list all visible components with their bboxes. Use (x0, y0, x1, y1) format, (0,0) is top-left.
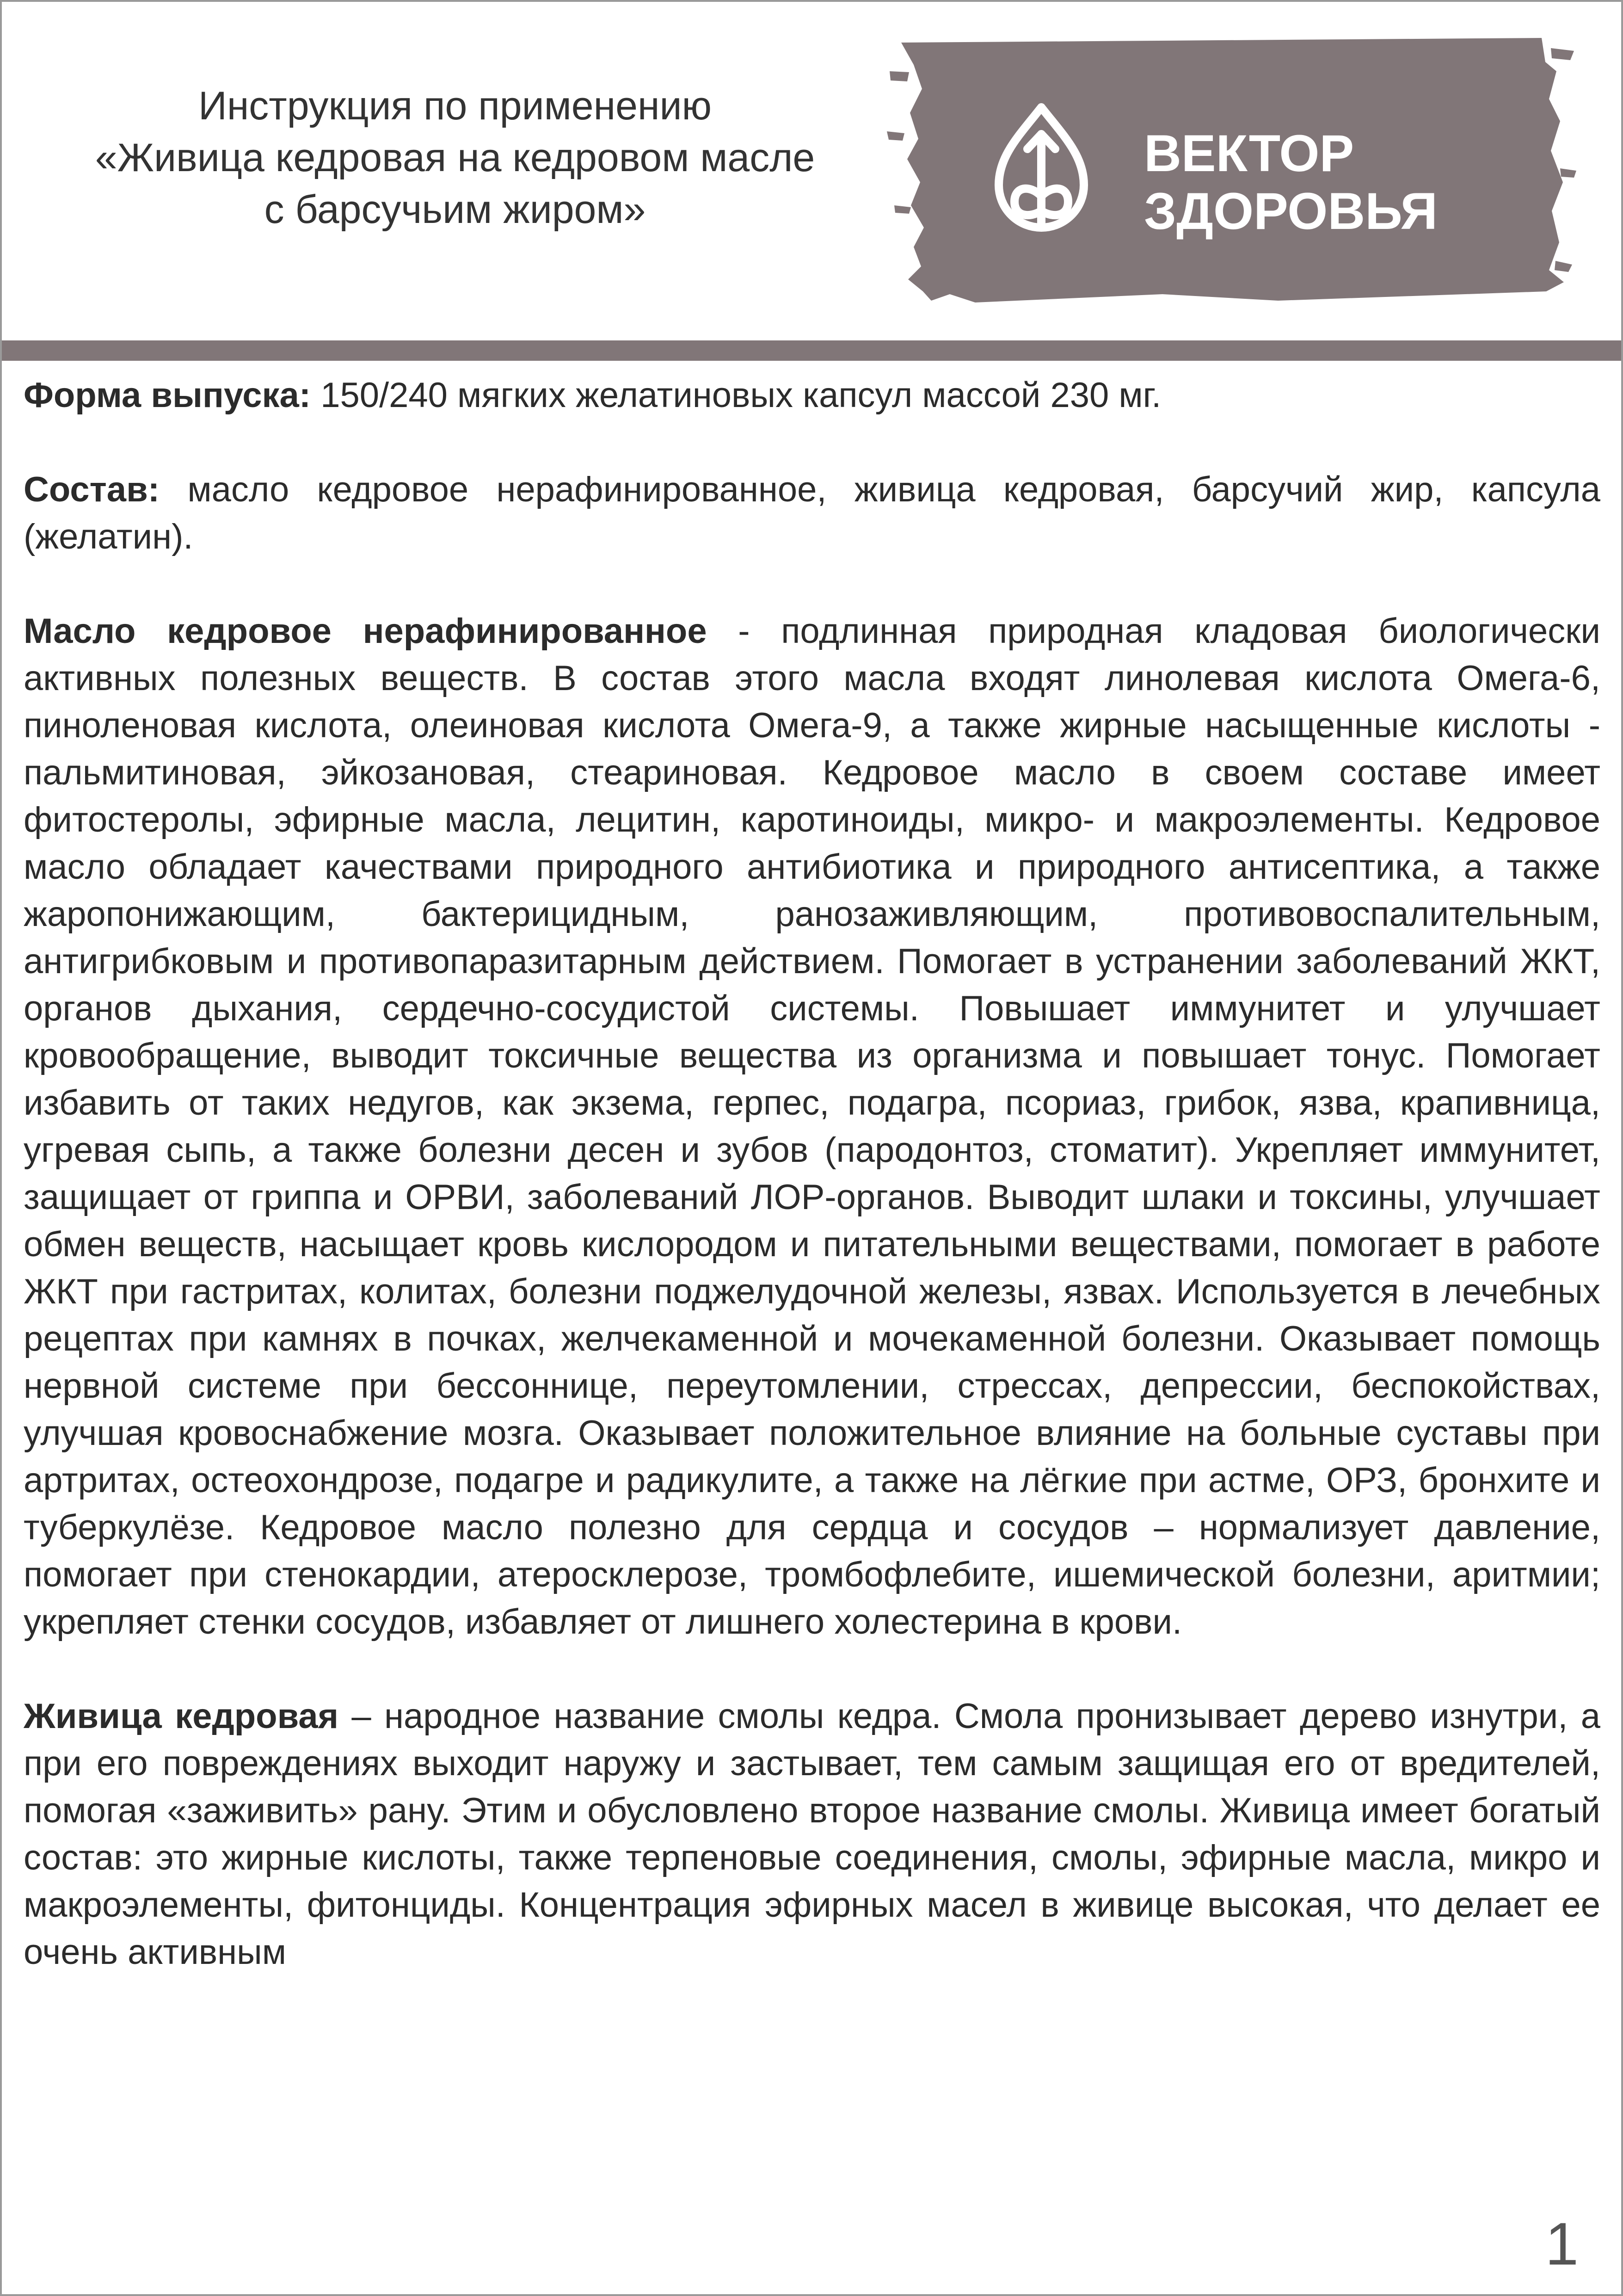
title-line: Инструкция по применению (198, 84, 712, 128)
logo-line-2: ЗДОРОВЬЯ (1144, 182, 1438, 241)
section-label: Состав: (24, 470, 160, 509)
header-divider (2, 340, 1621, 361)
section-text: масло кедровое нерафинированное, живица кедровая, барсучий жир, капсула (желатин). (24, 470, 1600, 556)
title-line: «Живица кедровая на кедровом масле (95, 135, 815, 180)
section-cedar-oil (24, 608, 1600, 1646)
section-label: Форма выпуска: (24, 376, 311, 415)
title-line: с барсучьим жиром» (264, 187, 646, 232)
brand-logo (880, 30, 1579, 312)
section-text: 150/240 мягких желатиновых капсул массой 230 мг. (311, 376, 1162, 415)
section-text: - подлинная природная кладовая биологически активных полезных веществ. В состав этого масла входят линолевая кислота Омега-6, пиноленовая кислота, олеиновая кислота Омега-9, а также жирные насыщенные кислоты - пальмитиновая, эйкозановая, стеариновая. Кедровое масло в своем составе имеет фитостеролы, эфирные масла, лецитин, каротиноиды, микро- и макроэлементы. Кедровое масло обладает качествами природного антибиотика и природного антисептика, а также жаропонижающим, бактерицидным, ранозаживляющим, противовоспалительным, антигрибковым и противопаразитарным действием. Помогает в устранении заболеваний ЖКТ, органов дыхания, сердечно-сосудистой системы. Повышает иммунитет и улучшает кровообращение, выводит токсичные вещества из организма и повышает тонус. Помогает избавить от таких недугов, как экзема, герпес, подагра, псориаз, грибок, язва, крапивница, угревая сыпь, а также болезни десен и зубов (пародонтоз, стоматит). Укрепляет иммунитет, защищает от гриппа и ОРВИ, заболеваний ЛОР-органов. Выводит шлаки и токсины, улучшает обмен веществ, насыщает кровь кислородом и питательными веществами, помогает в работе ЖКТ при гастритах, колитах, болезни поджелудочной железы, язвах. Используется в лечебных рецептах при камнях в почках, желчекаменной и мочекаменной болезни. Оказывает помощь нервной системе при бессоннице, переутомлении, стрессах, депрессии, беспокойствах, улучшая кровоснабжение мозга. Оказывает положительное влияние на больные суставы при артритах, остеохондрозе, подагре и радикулите, а также на лёгкие при астме, ОРЗ, бронхите и туберкулёзе. Кедровое масло полезно для сердца и сосудов – нормализует давление, помогает при стенокардии, атеросклерозе, тромбофлебите, ишемической болезни, аритмии; укрепляет стенки сосудов, избавляет от лишнего холестерина в крови. (24, 611, 1600, 1642)
section-label: Масло кедровое нерафинированное (24, 611, 707, 651)
page-number: 1 (1545, 2210, 1579, 2277)
section-text: – народное название смолы кедра. Смола пронизывает дерево изнутри, а при его повреждениях выходит наружу и застывает, тем самым защищая его от вредителей, помогая «заживить» рану. Этим и обусловлено второе название смолы. Живица имеет богатый состав: это жирные кислоты, также терпеновые соединения, смолы, эфирные масла, микро и макроэлементы, фитонциды. Концентрация эфирных масел в живице высокая, что делает ее очень активным (24, 1697, 1600, 1972)
document-body (24, 372, 1600, 2023)
section-composition (24, 466, 1600, 561)
section-label: Живица кедровая (24, 1697, 338, 1736)
logo-line-1: ВЕКТОР (1144, 124, 1354, 182)
page-title (20, 80, 890, 235)
section-release-form (24, 372, 1600, 419)
section-cedar-resin (24, 1693, 1600, 1976)
logo-wordmark (1144, 124, 1438, 241)
